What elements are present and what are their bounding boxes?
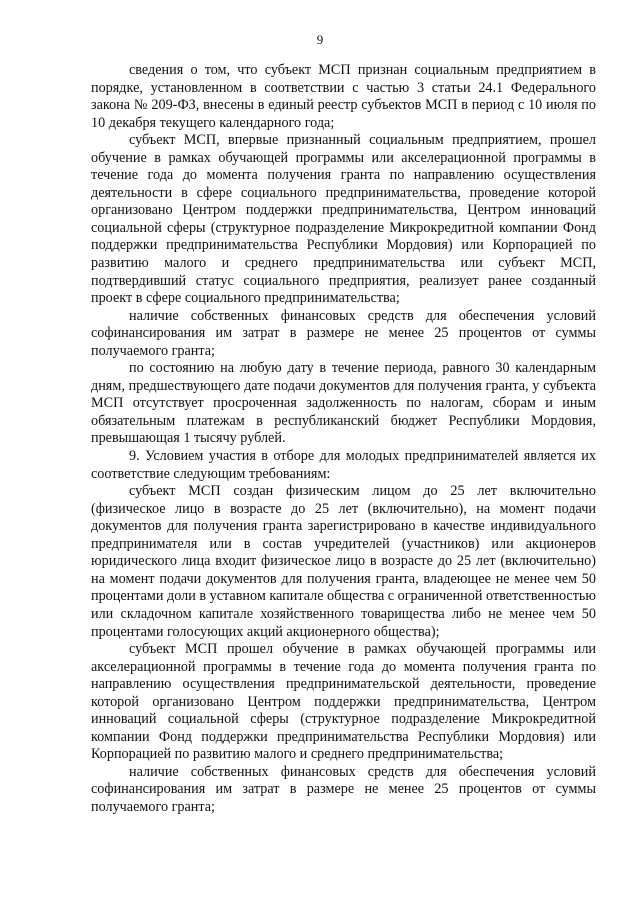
paragraph-young-founder: субъект МСП создан физическим лицом до 25 лет включительно (физическое лицо в возрасте до 25 лет (включительно), на момент подачи документов для получения гранта зарегистрировано в качестве индивидуального предпринимателя или в состав учредителей (участников) или акционеров юридического лица входит физическое лицо в возрасте до 25 лет (включительно) на момент подачи документов для получения гранта, владеющее не менее чем 50 процентами доли в уставном капитале общества с ограниченной ответственностью или складочном капитале хозяйственного товарищества либо не менее чем 50 процентами голосующих акций акционерного общества);: [91, 483, 596, 640]
paragraph-social-enterprise-training: субъект МСП, впервые признанный социальным предприятием, прошел обучение в рамках обучающей программы или акселерационной программы в течение года до момента получения гранта по направлению осуществления деятельности в сфере социального предпринимательства, проведение которой организовано Центром поддержки предпринимательства, Центром инноваций социальной сферы (структурное подразделение Микрокредитной компании Фонд поддержки предпринимательства Республики Мордовия) или Корпорацией по развитию малого и среднего предпринимательства или субъект МСП, подтвердивший статус социального предприятия, реализует ранее созданный проект в сфере социального предпринимательства;: [91, 132, 596, 307]
paragraph-young-training: субъект МСП прошел обучение в рамках обучающей программы или акселерационной программы в течение года до момента получения гранта по направлению осуществления предпринимательской деятельности, проведение которой организовано Центром поддержки предпринимательства, Центром инноваций социальной сферы (структурное подразделение Микрокредитной компании Фонд поддержки предпринимательства Республики Мордовия) или Корпорацией по развитию малого и среднего предпринимательства;: [91, 641, 596, 763]
paragraph-cofinancing-young: наличие собственных финансовых средств для обеспечения условий софинансирования им затрат в размере не менее 25 процентов от суммы получаемого гранта;: [91, 763, 596, 815]
document-body: [91, 62, 596, 817]
paragraph-social-enterprise-registry: сведения о том, что субъект МСП признан социальным предприятием в порядке, установленном в соответствии с частью 3 статьи 24.1 Федерального закона № 209-ФЗ, внесены в единый реестр субъектов МСП в период с 10 июля по 10 декабря текущего календарного года;: [91, 62, 596, 131]
page-number: 9: [316, 32, 324, 47]
paragraph-cofinancing-social: наличие собственных финансовых средств для обеспечения условий софинансирования им затрат в размере не менее 25 процентов от суммы получаемого гранта;: [91, 307, 596, 359]
paragraph-no-tax-debt: по состоянию на любую дату в течение периода, равного 30 календарным дням, предшествующего дате подачи документов для получения гранта, у субъекта МСП отсутствует просроченная задолженность по налогам, сборам и иным обязательным платежам в республиканский бюджет Республики Мордовия, превышающая 1 тысячу рублей.: [91, 360, 596, 447]
paragraph-item-9-heading: 9. Условием участия в отборе для молодых предпринимателей является их соответствие следующим требованиям:: [91, 448, 596, 482]
